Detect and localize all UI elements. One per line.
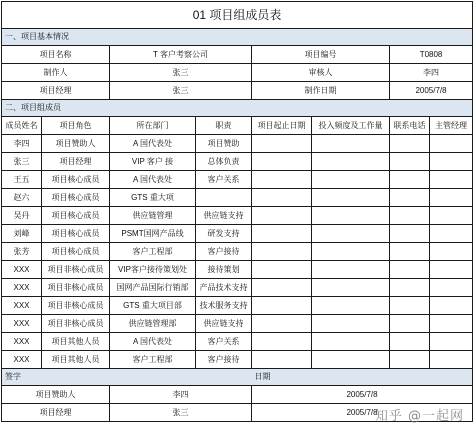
member-row	[2, 315, 473, 333]
member-header-cell: 投入频度及工作量	[312, 117, 390, 135]
signature-name-cell[interactable]: 李四	[110, 386, 252, 404]
member-empty-cell[interactable]	[252, 297, 312, 315]
member-dept-cell[interactable]: 供应链管理部	[110, 315, 196, 333]
member-header-cell: 项目角色	[42, 117, 110, 135]
manager-value[interactable]: 张三	[110, 82, 252, 100]
member-row	[2, 261, 473, 279]
member-header-cell: 成员姓名	[2, 117, 42, 135]
member-empty-cell[interactable]	[252, 225, 312, 243]
member-dept-cell[interactable]: 客户工程部	[110, 243, 196, 261]
signature-name-cell[interactable]: 张三	[110, 404, 252, 422]
member-empty-cell[interactable]	[430, 225, 473, 243]
member-empty-cell[interactable]	[312, 207, 390, 225]
member-name-cell[interactable]: 王五	[2, 171, 42, 189]
member-duty-cell[interactable]: 供应链支持	[196, 315, 252, 333]
manager-label: 项目经理	[2, 82, 110, 100]
member-empty-cell[interactable]	[252, 261, 312, 279]
member-duty-cell[interactable]	[196, 189, 252, 207]
member-dept-cell[interactable]: 供应链管理	[110, 207, 196, 225]
signature-date-cell[interactable]: 2005/7/8	[252, 386, 473, 404]
member-empty-cell[interactable]	[390, 189, 430, 207]
member-duty-cell[interactable]: 总体负责	[196, 153, 252, 171]
member-row	[2, 207, 473, 225]
member-empty-cell[interactable]	[430, 351, 473, 369]
member-empty-cell[interactable]	[252, 243, 312, 261]
member-empty-cell[interactable]	[312, 225, 390, 243]
member-duty-cell[interactable]: 接待策划	[196, 261, 252, 279]
member-empty-cell[interactable]	[252, 153, 312, 171]
member-empty-cell[interactable]	[312, 297, 390, 315]
date-label: 制作日期	[252, 82, 390, 100]
signature-date-label: 日期	[252, 369, 473, 386]
member-empty-cell[interactable]	[430, 243, 473, 261]
member-duty-cell[interactable]: 供应链支持	[196, 207, 252, 225]
member-empty-cell[interactable]	[390, 243, 430, 261]
member-empty-cell[interactable]	[390, 261, 430, 279]
member-empty-cell[interactable]	[252, 351, 312, 369]
member-duty-cell[interactable]: 客户接待	[196, 351, 252, 369]
member-empty-cell[interactable]	[252, 135, 312, 153]
member-duty-cell[interactable]: 产品技术支持	[196, 279, 252, 297]
table-title: 01 项目组成员表	[2, 2, 473, 29]
member-empty-cell[interactable]	[430, 279, 473, 297]
member-row	[2, 189, 473, 207]
member-empty-cell[interactable]	[430, 297, 473, 315]
member-role-cell[interactable]: 项目经理	[42, 153, 110, 171]
member-empty-cell[interactable]	[390, 225, 430, 243]
member-row	[2, 243, 473, 261]
member-dept-cell[interactable]: 客户工程部	[110, 351, 196, 369]
member-empty-cell[interactable]	[430, 153, 473, 171]
creator-value[interactable]: 张三	[110, 64, 252, 82]
member-dept-cell[interactable]: 国网产品国际行销部	[110, 279, 196, 297]
member-name-cell[interactable]: 赵六	[2, 189, 42, 207]
member-empty-cell[interactable]	[390, 279, 430, 297]
member-name-cell[interactable]: 张芳	[2, 243, 42, 261]
member-empty-cell[interactable]	[390, 315, 430, 333]
member-duty-cell[interactable]: 技术服务支持	[196, 297, 252, 315]
member-name-cell[interactable]: XXX	[2, 261, 42, 279]
member-name-cell[interactable]: XXX	[2, 297, 42, 315]
member-header-cell: 项目起止日期	[252, 117, 312, 135]
member-empty-cell[interactable]	[430, 315, 473, 333]
member-empty-cell[interactable]	[390, 207, 430, 225]
member-role-cell[interactable]: 项目核心成员	[42, 189, 110, 207]
creator-label: 制作人	[2, 64, 110, 82]
member-empty-cell[interactable]	[312, 153, 390, 171]
member-row	[2, 279, 473, 297]
signature-label: 签字	[2, 369, 252, 386]
member-row	[2, 297, 473, 315]
member-dept-cell[interactable]: A 国代表处	[110, 333, 196, 351]
member-duty-cell[interactable]: 客户关系	[196, 171, 252, 189]
member-empty-cell[interactable]	[312, 243, 390, 261]
member-name-cell[interactable]: 张三	[2, 153, 42, 171]
member-empty-cell[interactable]	[430, 189, 473, 207]
section-basic-info: 一、项目基本情况	[2, 29, 473, 46]
member-empty-cell[interactable]	[390, 153, 430, 171]
member-row	[2, 225, 473, 243]
member-empty-cell[interactable]	[312, 315, 390, 333]
signature-role-cell: 项目赞助人	[2, 386, 110, 404]
member-empty-cell[interactable]	[312, 261, 390, 279]
member-role-cell[interactable]: 项目其他人员	[42, 351, 110, 369]
member-name-cell[interactable]: 李四	[2, 135, 42, 153]
member-empty-cell[interactable]	[430, 135, 473, 153]
member-role-cell[interactable]: 项目非核心成员	[42, 297, 110, 315]
member-role-cell[interactable]: 项目非核心成员	[42, 261, 110, 279]
member-empty-cell[interactable]	[390, 171, 430, 189]
member-empty-cell[interactable]	[312, 171, 390, 189]
project-name-label: 项目名称	[2, 46, 110, 64]
member-empty-cell[interactable]	[390, 351, 430, 369]
member-header-cell: 联系电话	[390, 117, 430, 135]
member-empty-cell[interactable]	[252, 333, 312, 351]
member-empty-cell[interactable]	[312, 279, 390, 297]
member-empty-cell[interactable]	[312, 351, 390, 369]
member-empty-cell[interactable]	[430, 171, 473, 189]
member-role-cell[interactable]: 项目其他人员	[42, 333, 110, 351]
member-role-cell[interactable]: 项目核心成员	[42, 171, 110, 189]
member-duty-cell[interactable]: 研发支持	[196, 225, 252, 243]
member-dept-cell[interactable]: PSMT国网产品线	[110, 225, 196, 243]
member-empty-cell[interactable]	[390, 135, 430, 153]
member-role-cell[interactable]: 项目非核心成员	[42, 315, 110, 333]
project-name-value[interactable]: T 客户考察公司	[110, 46, 252, 64]
reviewer-value[interactable]: 李四	[390, 64, 473, 82]
member-duty-cell[interactable]: 客户关系	[196, 333, 252, 351]
member-empty-cell[interactable]	[390, 297, 430, 315]
member-empty-cell[interactable]	[390, 333, 430, 351]
member-empty-cell[interactable]	[252, 279, 312, 297]
member-role-cell[interactable]: 项目赞助人	[42, 135, 110, 153]
member-empty-cell[interactable]	[430, 207, 473, 225]
project-code-value[interactable]: T0808	[390, 46, 473, 64]
member-header-cell: 职责	[196, 117, 252, 135]
member-name-cell[interactable]: XXX	[2, 333, 42, 351]
member-name-cell[interactable]: XXX	[2, 279, 42, 297]
signature-date-cell[interactable]: 2005/7/8	[252, 404, 473, 422]
member-empty-cell[interactable]	[252, 207, 312, 225]
member-role-cell[interactable]: 项目非核心成员	[42, 279, 110, 297]
reviewer-label: 审核人	[252, 64, 390, 82]
watermark-text: 知乎 @一起网	[374, 409, 464, 424]
member-role-cell[interactable]: 项目核心成员	[42, 225, 110, 243]
signature-header-row	[2, 369, 473, 386]
project-code-label: 项目编号	[252, 46, 390, 64]
member-empty-cell[interactable]	[312, 135, 390, 153]
member-empty-cell[interactable]	[312, 333, 390, 351]
project-member-table	[1, 1, 473, 422]
member-name-cell[interactable]: 刘峰	[2, 225, 42, 243]
member-role-cell[interactable]: 项目核心成员	[42, 207, 110, 225]
member-name-cell[interactable]: 吴丹	[2, 207, 42, 225]
member-row	[2, 171, 473, 189]
member-header-cell: 主管经理	[430, 117, 473, 135]
member-empty-cell[interactable]	[252, 171, 312, 189]
member-role-cell[interactable]: 项目核心成员	[42, 243, 110, 261]
section-members: 二、项目组成员	[2, 100, 473, 117]
signature-role-cell: 项目经理	[2, 404, 110, 422]
member-header-cell: 所在部门	[110, 117, 196, 135]
member-row	[2, 135, 473, 153]
member-row	[2, 351, 473, 369]
member-row	[2, 153, 473, 171]
member-dept-cell[interactable]: GTS 重大项目部	[110, 297, 196, 315]
date-value[interactable]: 2005/7/8	[390, 82, 473, 100]
member-dept-cell[interactable]: A 国代表处	[110, 171, 196, 189]
member-header-row	[2, 117, 473, 135]
member-name-cell[interactable]: XXX	[2, 351, 42, 369]
member-duty-cell[interactable]: 客户接待	[196, 243, 252, 261]
member-empty-cell[interactable]	[252, 315, 312, 333]
member-dept-cell[interactable]: GTS 重大项	[110, 189, 196, 207]
member-dept-cell[interactable]: VIP 客户 接	[110, 153, 196, 171]
member-row	[2, 333, 473, 351]
member-dept-cell[interactable]: A 国代表处	[110, 135, 196, 153]
member-dept-cell[interactable]: VIP客户接待策划处	[110, 261, 196, 279]
signature-row	[2, 386, 473, 404]
member-empty-cell[interactable]	[252, 189, 312, 207]
member-empty-cell[interactable]	[312, 189, 390, 207]
member-duty-cell[interactable]: 项目赞助	[196, 135, 252, 153]
member-empty-cell[interactable]	[430, 333, 473, 351]
member-empty-cell[interactable]	[430, 261, 473, 279]
member-name-cell[interactable]: XXX	[2, 315, 42, 333]
